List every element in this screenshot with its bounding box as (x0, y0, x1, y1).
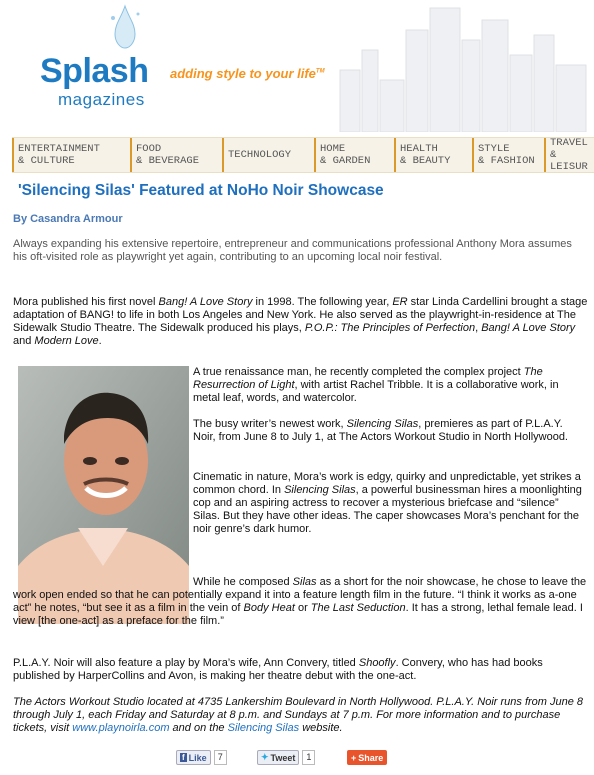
nav-item-technology[interactable]: TECHNOLOGY (222, 138, 314, 172)
nav-item-entertainment[interactable]: ENTERTAINMENT & CULTURE (12, 138, 130, 172)
city-skyline-graphic (330, 0, 594, 132)
article-lead: Always expanding his extensive repertoire, entrepreneur and communications professional Anthony Mora assumes his oft-visited role as playwright yet again, contributing to an upcoming local noir festival. (13, 238, 572, 263)
like-count: 7 (214, 750, 227, 765)
share-button[interactable]: + Share (347, 750, 387, 765)
tweet-widget (257, 750, 315, 765)
nav-item-travel[interactable]: TRAVEL & LEISUR (544, 138, 594, 172)
category-nav (12, 137, 594, 173)
facebook-like-button[interactable]: f Like (176, 750, 211, 765)
article-paragraph-1: Mora published his first novel Bang! A Love Story in 1998. The following year, ER star Linda Cardellini brought a stage adaptation of BANG! to life in both Los Angeles and New York. He also served as the playwright-in-residence at The Sidewalk Studio Theatre. The Sidewalk produced his plays, P.O.P.: The Principles of Perfection, Bang! A Love Story and Modern Love. (13, 296, 588, 347)
nav-item-food[interactable]: FOOD & BEVERAGE (130, 138, 222, 172)
site-logo-subtitle: magazines (58, 90, 145, 109)
water-splash-graphic (105, 4, 145, 54)
site-tagline: adding style to your life™ (170, 66, 325, 81)
tweet-count: 1 (302, 750, 315, 765)
article-byline: By Casandra Armour (13, 213, 123, 225)
nav-item-health[interactable]: HEALTH & BEAUTY (394, 138, 472, 172)
playnoir-link[interactable]: www.playnoirla.com (72, 722, 170, 734)
site-header (0, 0, 594, 132)
article-paragraph-4: Cinematic in nature, Mora’s work is edgy, quirky and unpredictable, yet strikes a common chord. In Silencing Silas, a powerful businessman hires a moonlighting cop and an aspiring actress to recover a mysterious briefcase and “silence” Silas. But they have other ideas. The caper showcases Mora’s penchant for the noir genre’s dark humor. (193, 471, 582, 535)
facebook-icon: f (182, 753, 185, 762)
event-info: The Actors Workout Studio located at 4735 Lankershim Boulevard in North Hollywood. P.L.A.Y. Noir runs from June 8 through July 1, each Friday and Saturday at 8 p.m. and Sundays at 7 p.m. For more information and to purchase tickets, visit www.playnoirla.com and on the Silencing Silas website. (13, 696, 584, 734)
share-widget (347, 750, 387, 765)
article-title: 'Silencing Silas' Featured at NoHo Noir Showcase (18, 182, 384, 199)
nav-item-home[interactable]: HOME & GARDEN (314, 138, 394, 172)
tweet-button[interactable]: ✦ Tweet (257, 750, 299, 765)
article-paragraph-5: While he composed Silas as a short for the noir showcase, he chose to leave the work open ended so that he can potentially expand it into a feature length film in the future. “I think it works as a-one act” he notes, “but see it as a film in the vein of Body Heat or The Last Seduction. It has a strong, lethal female lead. I view [the one-act] as a preface for the film.” (13, 576, 587, 627)
facebook-like-widget (176, 750, 227, 765)
nav-item-style[interactable]: STYLE & FASHION (472, 138, 544, 172)
article-paragraph-6: P.L.A.Y. Noir will also feature a play by Mora’s wife, Ann Convery, titled Shoofly. Convery, who has had books published by HarperCollins and Avon, is making her theatre debut with the one-act. (13, 657, 543, 682)
article-paragraph-2: A true renaissance man, he recently completed the complex project The Resurrection of Light, with artist Rachel Tribble. It is a collaborative work, in metal leaf, words, and watercolor. (193, 366, 559, 404)
silencing-silas-link[interactable]: Silencing Silas (227, 722, 300, 734)
share-icon: + (351, 752, 357, 763)
site-logo[interactable]: Splash (40, 52, 149, 90)
article-paragraph-3: The busy writer’s newest work, Silencing Silas, premieres as part of P.L.A.Y. Noir, from June 8 to July 1, at The Actors Workout Studio in North Hollywood. (193, 418, 568, 443)
twitter-icon: ✦ (261, 752, 269, 762)
